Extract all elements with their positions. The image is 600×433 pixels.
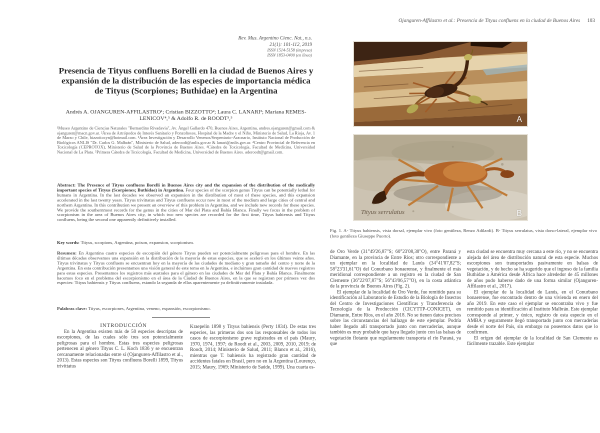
palabras-clave-line (57, 306, 315, 311)
right-column-1-text: de Oro Verde (31°49'26,87"S; 60°23'08,30"O), entre Paraná y Diamante, en la provincia de Entre Ríos; otro correspondiente a un ejemplar en la localidad de Lanús (34°41'07,82"S; 58°23'31,61"O) del Conurbano bonaerense, y finalmente el más meridional correspondiente a un registro en la ciudad de San Clemente (36°22'07,87"S; 56°43'06,57"O), en la costa atlántica de la provincia de Buenos Aires (Fig. 2). El ejemplar de la localidad de Oro Verde, fue remitido para su identificación al Laboratorio de Estudio de la Biología de Insectos del Centro de Investigaciones Científicas y Transferencia de Tecnología de la Producción (CICYTTP-CONICET), en Diamante, Entre Ríos, en el año 2018. No se tienen datos precisos sobre las circunstancias del hallazgo de este ejemplar. Podría haber llegado allí transportado junto con mercaderías, aunque también es muy probable que haya llegado junto con las balsas de vegetación flotante que regularmente transporta el río Paraná, ya que (330, 249, 461, 347)
palabras-label: Palabras clave: (57, 306, 89, 311)
running-header-text: Ojanguren-Affilastro et al.: Presencia de Tityus confluens en la ciudad de Buenos Aires (398, 18, 581, 24)
abstract (57, 183, 315, 223)
journal-citation-line1: Rev. Mus. Argentino Cienc. Nat., n.s. (238, 35, 312, 41)
panel-a-label: A (516, 115, 522, 124)
affiliations: ¹Museo Argentino de Ciencias Naturales "Bernardino Rivadavia", Av. Ángel Gallardo 470, Buenos Aires, Argentina, andres.ojanguren@gmail.com & ojanguren@macn.gov.ar. ²Área de Artrópodos de Interés Sanitario y Ponzoñosos, Hospital de la Madre y el Niño, Ministerio de Salud, La Rioja, Av. 1 de Marzo y Chile, bizzottocyn@hotmail.com. ³Área Investigación y Desarrollo Venenos/Serpentario-Aracnario, Instituto Nacional de Producción de Biológicos ANLIS "Dr. Carlos G. Malbrán", Ministerio de Salud, aderoodt@anlis.gov.ar & lanari@anlis.gov.ar. ⁴Centro Provincial de Referencia en Toxicología (CEPROTOX), Ministerio de Salud de la Provincia de Buenos Aires. ⁴Cátedra de Toxicología, Facultad de Medicina, Universidad Nacional de La Plata. ⁵Primera Cátedra de Toxicología, Facultad de Medicina, Universidad de Buenos Aires. aderoodt@gmail.com. (57, 125, 315, 155)
resumen (57, 251, 315, 286)
palabras-text: Tityus, escorpiones, Argentina, veneno, expansión, escorpionismo. (88, 306, 211, 311)
keywords-text: Tityus, scorpions, Argentina, poison, expansion, scorpionism. (80, 240, 194, 245)
section-divider (152, 317, 210, 318)
left-body-column-2 (190, 324, 316, 388)
left-column-2-text: Kraepelin 1898 y Tityus bahiensis (Perty 1834). De estas tres especies, las primeras dos son las responsables de todos los casos de escorpionismo grave registrados en el país (Maury, 1970, 1974, 1997; de Roodt et al., 2003, 2009, 2010, 2019; de Roodt, 2014; Ministerio de Salud, 2011; Blanco et al., 2016), mientras que T. bahiensis ha registrado gran cantidad de accidentes fatales en Brasil, pero no en la Argentina (Lourenço, 2015; Maury, 1969; Ministerio de Saúde, 1999). Una cuarta es- (190, 324, 316, 370)
abstract-title: The Presence of Tityus confluens Borelli in Buenos Aires city and the expansion of the distribution of the medically important species of Tityus (Scorpiones; Buthidae) in Argentina. (57, 182, 315, 193)
keywords-label: Key words: (57, 240, 81, 245)
page-number: 103 (587, 18, 595, 24)
left-column-1-text: En la Argentina existen más de 50 especies descriptas de escorpiones, de las cuales sólo tres son potencialmente peligrosas para el hombre. Estas tres especies peligrosas pertenecen al género Tityus C. L. Koch 1836 y se encuentran cercanamente relacionadas entre sí (Ojanguren-Affilastro et al., 2013). Estas especies son Tityus confluens Borelli 1899, Tityus trivittatus (57, 328, 183, 369)
right-column-2-text: esta ciudad se encuentra muy cercana a este río, y no se encuentra alejada del área de distribución natural de esta especie. Muchos escorpiones son transportados pasivamente en balsas de vegetación, y de hecho se ha sugerido que el ingreso de la familia Buthidae a América desde África hace alrededor de 45 millones de años pudo haberse dado de una forma similar (Ojanguren-Affilastro et al., 2017). El ejemplar de la localidad de Lanús, en el Conurbano bonaerense, fue encontrado dentro de una vivienda en enero del año 2019. En este caso el ejemplar se encontraba vivo y fue remitido para su identificación al Instituto Malbrán. Este ejemplar corresponde al primer, y único, registro de esta especie en el AMBA y seguramente llegó transportado junto con mercaderías desde el norte del País, sin embargo no poseemos datos que lo confirmen. El origen del ejemplar de la localidad de San Clemente es fácilmente trazable. Este ejemplar (467, 249, 598, 347)
resumen-label: Resumen: (57, 250, 79, 256)
article-title: Presencia de Tityus confluens Borelli en la ciudad de Buenos Aires y expansión de la distribución de las especies de importancia médica de Tityus (Scorpiones; Buthidae) en la Argentina (58, 65, 314, 96)
introduction-heading: INTRODUCCIÓN (100, 322, 147, 329)
abstract-body: Four species of the scorpion genus Tityus can be potentially lethal for humans in Argentina. In the last decades we observed an expansion in the distribution of most of these species, and this expansion accelerated in the last twenty years. Tityus trivittatus and Tityus confluens occur now in most of the medium and large cities of central and northern Argentina. In this contribution we present an overview of this problem in Argentina, and we include new records for these species. We provide the southernmost records for the genus in the cities of Mar del Plata and Bahía Blanca. Finally we focus in the problem of scorpionism in the area of Buenos Aires city, in which two new species are recorded for the first time, Tityus bahiensis and Tityus confluens, being the second one apparently definitively installed. (57, 187, 315, 223)
right-body-column-1 (330, 249, 461, 395)
photo-watermark-text: Tityus serrulatus (361, 209, 405, 216)
right-body-column-2 (467, 249, 598, 395)
journal-issn-print: ISSN 1514-5158 (impresa) (267, 48, 312, 53)
running-header (235, 18, 595, 24)
figure-1-panel-b (353, 134, 528, 221)
abstract-label: Abstract: (57, 182, 78, 188)
resumen-body: En Argentina cuatro especies de escorpión del género Tityus pueden ser potencialmente peligrosas para el hombre. En las últimas décadas observamos una expansión en la distribución de la mayoría de estas especies, que se aceleró en los últimos veinte años. Tityus trivittatus y Tityus confluens se encuentran hoy en la mayoría de las ciudades de mediano y gran tamaño del centro y norte de la Argentina. En esta contribución presentamos una visión general de este tema en la Argentina, e incluimos gran cantidad de nuevos registros para estas especies. Presentamos los registros más australes para el género en las ciudades de Mar del Plata y Bahía Blanca. Finalmente hacemos foco en el problema del escorpionismo en el área de la Ciudad de Buenos Aires, en la que se registran por primera vez dos especies: Tityus bahiensis y Tityus confluens, estando la segunda de ellas aparentemente ya definitivamente instalada. (57, 250, 315, 286)
figure-caption: Fig. 1. A- Tityus bahiensis, vista dorsal, ejemplar vivo (foto gentileza, Renzo Adilardi). B- Tityus serrulatus, vista dorso-lateral, ejemplar vivo (foto gentileza Giuseppe Puorto). (330, 228, 597, 239)
journal-citation (102, 35, 312, 58)
journal-citation-line2: 21(1): 101-112, 2019 (269, 42, 312, 48)
scorpion-on-bark-image (354, 42, 527, 126)
journal-issn-online: ISSN 1853-0400 (en línea) (267, 53, 312, 58)
left-body-column-1 (57, 323, 183, 388)
keywords-line (57, 240, 315, 245)
authors-line: Andrés A. OJANGUREN-AFFILASTRO¹; Cristian BIZZOTTO²; Laura C. LANARI³; Mariana REMES-LENICOV⁴,⁵ & Adolfo R. de ROODT³,⁵ (65, 109, 307, 122)
figure-1-panel-a (353, 41, 528, 127)
scorpion-on-ground-image (354, 135, 527, 220)
panel-b-label: B (516, 209, 522, 218)
